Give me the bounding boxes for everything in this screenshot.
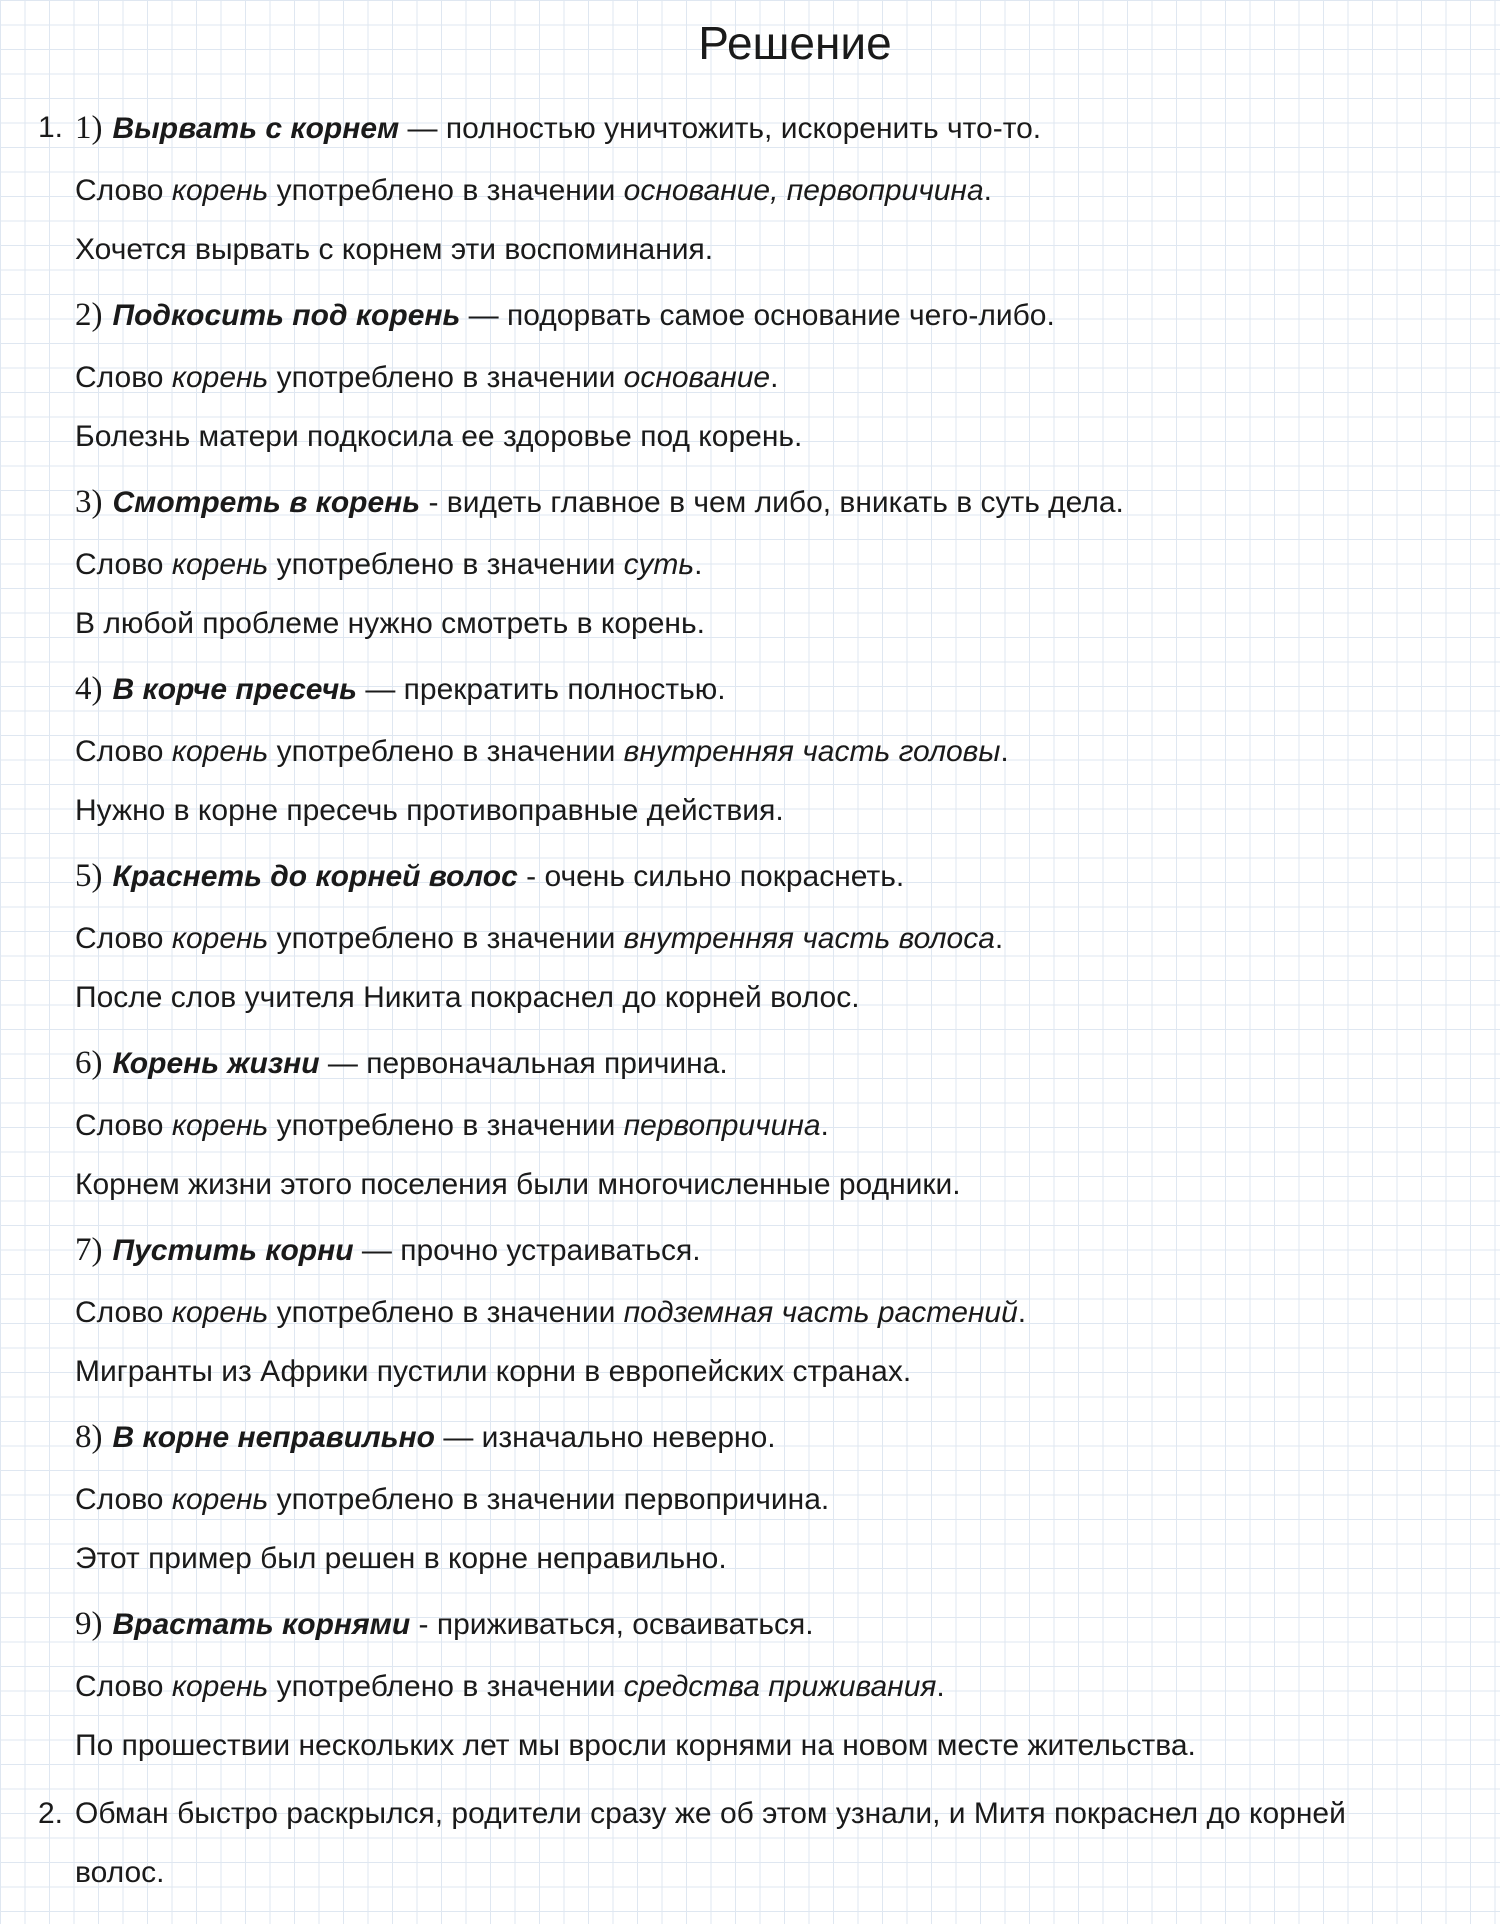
dash-separator: — xyxy=(435,1421,482,1454)
dash-separator: — xyxy=(399,112,446,145)
dash-separator: — xyxy=(319,1047,367,1080)
meaning-italic: внутренняя часть волоса xyxy=(623,922,995,955)
word-italic: корень xyxy=(171,735,269,768)
idiom-phrase: В корне неправильно xyxy=(112,1421,435,1454)
word-italic: корень xyxy=(171,1296,269,1329)
meaning-italic: подземная часть растений xyxy=(623,1296,1018,1329)
list-marker-2: 2. xyxy=(38,1797,64,1830)
example-sentence: Корнем жизни этого поселения были многочисленные родники. xyxy=(75,1168,961,1201)
word-italic: корень xyxy=(171,548,269,581)
dash-separator: — xyxy=(353,1234,401,1267)
word-italic: корень xyxy=(171,361,269,394)
meaning-end: . xyxy=(994,922,1004,955)
idiom-definition: полностью уничтожить, искоренить что-то. xyxy=(445,112,1042,145)
word-mid: употреблено в значении xyxy=(268,1296,624,1329)
idiom-definition: приживаться, осваиваться. xyxy=(436,1608,814,1641)
idiom-definition: видеть главное в чем либо, вникать в суть дела. xyxy=(446,486,1124,519)
word-italic: корень xyxy=(171,1109,269,1142)
meaning-end: . xyxy=(820,1109,829,1142)
word-meaning-line xyxy=(75,358,778,398)
meaning-end: . xyxy=(770,361,779,394)
idiom-phrase: В корче пресечь xyxy=(112,673,357,706)
example-sentence: После слов учителя Никита покраснел до корней волос. xyxy=(75,981,860,1014)
idiom-line xyxy=(75,669,726,710)
word-mid: употреблено в значении xyxy=(268,1109,624,1142)
word-meaning-line xyxy=(75,1667,945,1707)
meaning-end: . xyxy=(1000,735,1009,768)
meaning-end: . xyxy=(1017,1296,1027,1329)
word-meaning-line xyxy=(75,1293,1026,1333)
word-meaning-line xyxy=(75,919,1003,959)
meaning-end: . xyxy=(936,1670,945,1703)
word-italic: корень xyxy=(171,1670,269,1703)
idiom-phrase: Корень жизни xyxy=(112,1047,320,1080)
word-mid: употреблено в значении xyxy=(268,174,624,207)
example-sentence: Болезнь матери подкосила ее здоровье под корень. xyxy=(75,420,803,453)
dash-separator: — xyxy=(357,673,404,706)
word-mid: употреблено в значении xyxy=(268,1670,624,1703)
idiom-line xyxy=(75,482,1124,523)
word-italic: корень xyxy=(171,174,269,207)
idiom-definition: прекратить полностью. xyxy=(403,673,726,706)
word-mid: употреблено в значении xyxy=(268,922,624,955)
example-sentence: Мигранты из Африки пустили корни в европейских странах. xyxy=(75,1355,912,1388)
example-sentence: Нужно в корне пресечь противоправные действия. xyxy=(75,794,784,827)
word-meaning-line xyxy=(75,171,992,211)
idiom-phrase: Пустить корни xyxy=(112,1234,354,1267)
idiom-phrase: Вырвать с корнем xyxy=(112,112,400,145)
idiom-definition: прочно устраиваться. xyxy=(400,1234,701,1267)
meaning-italic: первопричина xyxy=(623,1109,821,1142)
item-number: 5) xyxy=(75,858,103,894)
item-number: 7) xyxy=(75,1232,103,1268)
idiom-phrase: Краснеть до корней волос xyxy=(112,860,518,893)
idiom-definition: первоначальная причина. xyxy=(366,1047,728,1080)
word-prefix: Слово xyxy=(75,1109,172,1142)
idiom-phrase: Подкосить под корень xyxy=(112,299,461,332)
meaning-end: . xyxy=(694,548,703,581)
word-prefix: Слово xyxy=(75,922,172,955)
dash-separator: — xyxy=(460,299,507,332)
word-meaning-line xyxy=(75,732,1009,772)
item-number: 3) xyxy=(75,484,103,520)
item-number: 6) xyxy=(75,1045,103,1081)
item-number: 4) xyxy=(75,671,103,707)
meaning-italic: основание xyxy=(623,361,771,394)
word-mid: употреблено в значении xyxy=(268,361,624,394)
item-number: 8) xyxy=(75,1419,103,1455)
item-number: 2) xyxy=(75,297,103,333)
word-mid: употреблено в значении xyxy=(268,1483,624,1516)
word-meaning-line xyxy=(75,545,702,585)
idiom-phrase: Врастать корнями xyxy=(112,1608,411,1641)
meaning-end: . xyxy=(983,174,992,207)
word-meaning-line xyxy=(75,1106,829,1146)
dash-separator: - xyxy=(410,1608,437,1641)
dash-separator: - xyxy=(517,860,545,893)
page-title: Решение xyxy=(698,17,892,69)
word-italic: корень xyxy=(171,922,269,955)
list-marker-1: 1. xyxy=(38,111,64,144)
example-sentence: По прошествии нескольких лет мы вросли корнями на новом месте жительства. xyxy=(75,1729,1196,1762)
idiom-line xyxy=(75,1417,776,1458)
idiom-line xyxy=(75,1230,701,1271)
word-prefix: Слово xyxy=(75,1296,172,1329)
answer2-line2: волос. xyxy=(75,1856,165,1889)
idiom-phrase: Смотреть в корень xyxy=(112,486,421,519)
example-sentence: Этот пример был решен в корне неправильно. xyxy=(75,1542,727,1575)
word-prefix: Слово xyxy=(75,1483,172,1516)
word-prefix: Слово xyxy=(75,174,172,207)
idiom-line xyxy=(75,856,904,897)
meaning-italic: внутренняя часть головы xyxy=(623,735,1001,768)
item-number: 9) xyxy=(75,1606,103,1642)
idiom-line xyxy=(75,295,1055,336)
idiom-line xyxy=(75,1604,814,1645)
meaning-italic: основание, первопричина xyxy=(623,174,984,207)
word-italic: корень xyxy=(171,1483,269,1516)
word-mid: употреблено в значении xyxy=(268,735,624,768)
answer2-line1: Обман быстро раскрылся, родители сразу же об этом узнали, и Митя покраснел до корней xyxy=(75,1797,1346,1830)
example-sentence: В любой проблеме нужно смотреть в корень. xyxy=(75,607,705,640)
meaning-plain: первопричина. xyxy=(623,1483,830,1516)
word-prefix: Слово xyxy=(75,1670,172,1703)
meaning-italic: средства приживания xyxy=(623,1670,937,1703)
word-meaning-line xyxy=(75,1480,829,1520)
idiom-definition: подорвать самое основание чего-либо. xyxy=(506,299,1055,332)
idiom-definition: очень сильно покраснеть. xyxy=(544,860,905,893)
word-mid: употреблено в значении xyxy=(268,548,624,581)
meaning-italic: суть xyxy=(623,548,695,581)
item-number: 1) xyxy=(75,110,103,146)
example-sentence: Хочется вырвать с корнем эти воспоминания. xyxy=(75,233,714,266)
idiom-line xyxy=(75,108,1041,149)
word-prefix: Слово xyxy=(75,548,172,581)
idiom-definition: изначально неверно. xyxy=(481,1421,776,1454)
word-prefix: Слово xyxy=(75,361,172,394)
dash-separator: - xyxy=(420,486,447,519)
word-prefix: Слово xyxy=(75,735,172,768)
idiom-line xyxy=(75,1043,728,1084)
